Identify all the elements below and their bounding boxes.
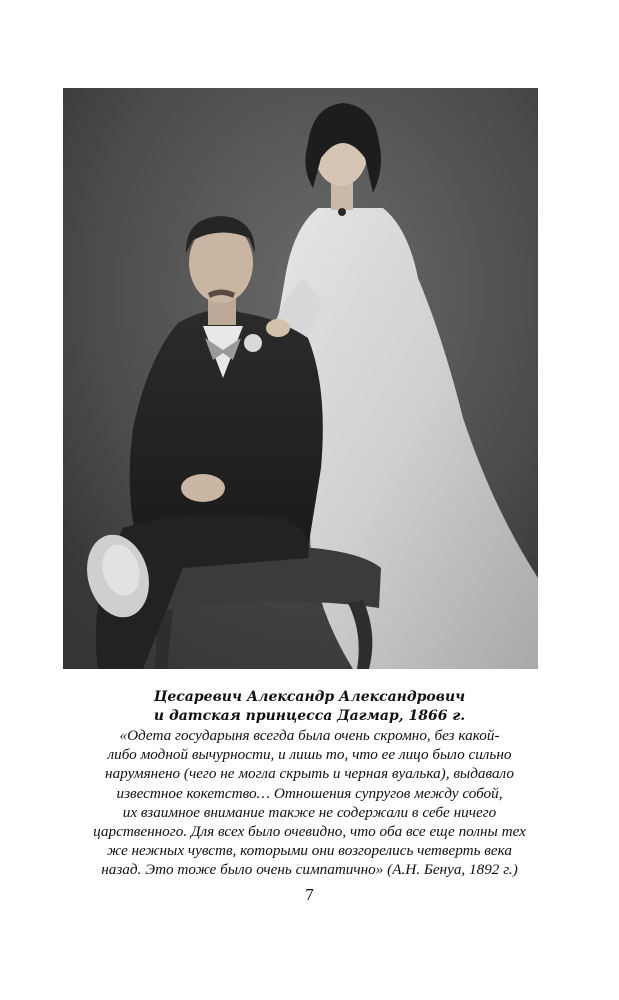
caption-quote-line: же нежных чувств, которыми они возгорелись четверть века (107, 842, 512, 860)
caption-quote-line: либо модной вычурности, и лишь то, что ее лицо было сильно (107, 746, 512, 764)
caption-title-line: и датская принцесса Дагмар, 1866 г. (153, 708, 466, 724)
caption-title-line: Цесаревич Александр Александрович (153, 689, 466, 705)
caption-quote-line: царственного. Для всех было очевидно, что оба все еще полны тех (93, 823, 526, 841)
page-number: 7 (305, 885, 314, 904)
caption-quote-line: назад. Это тоже было очень симпатично» (А.Н. Бенуа, 1892 г.) (101, 861, 518, 879)
caption-quote-line: «Одета государыня всегда была очень скромно, без какой- (119, 727, 500, 744)
caption-quote-line: их взаимное внимание также не содержали в себе ничего (122, 803, 497, 821)
caption-quote (60, 726, 559, 880)
caption-title (60, 688, 559, 726)
portrait-photo (63, 88, 538, 669)
caption-quote-line: известное кокетство… Отношения супругов между собой, (116, 784, 503, 802)
photo-caption (60, 688, 559, 880)
caption-quote-line: нарумянено (чего не могла скрыть и черная вуалька), выдавало (105, 765, 514, 783)
